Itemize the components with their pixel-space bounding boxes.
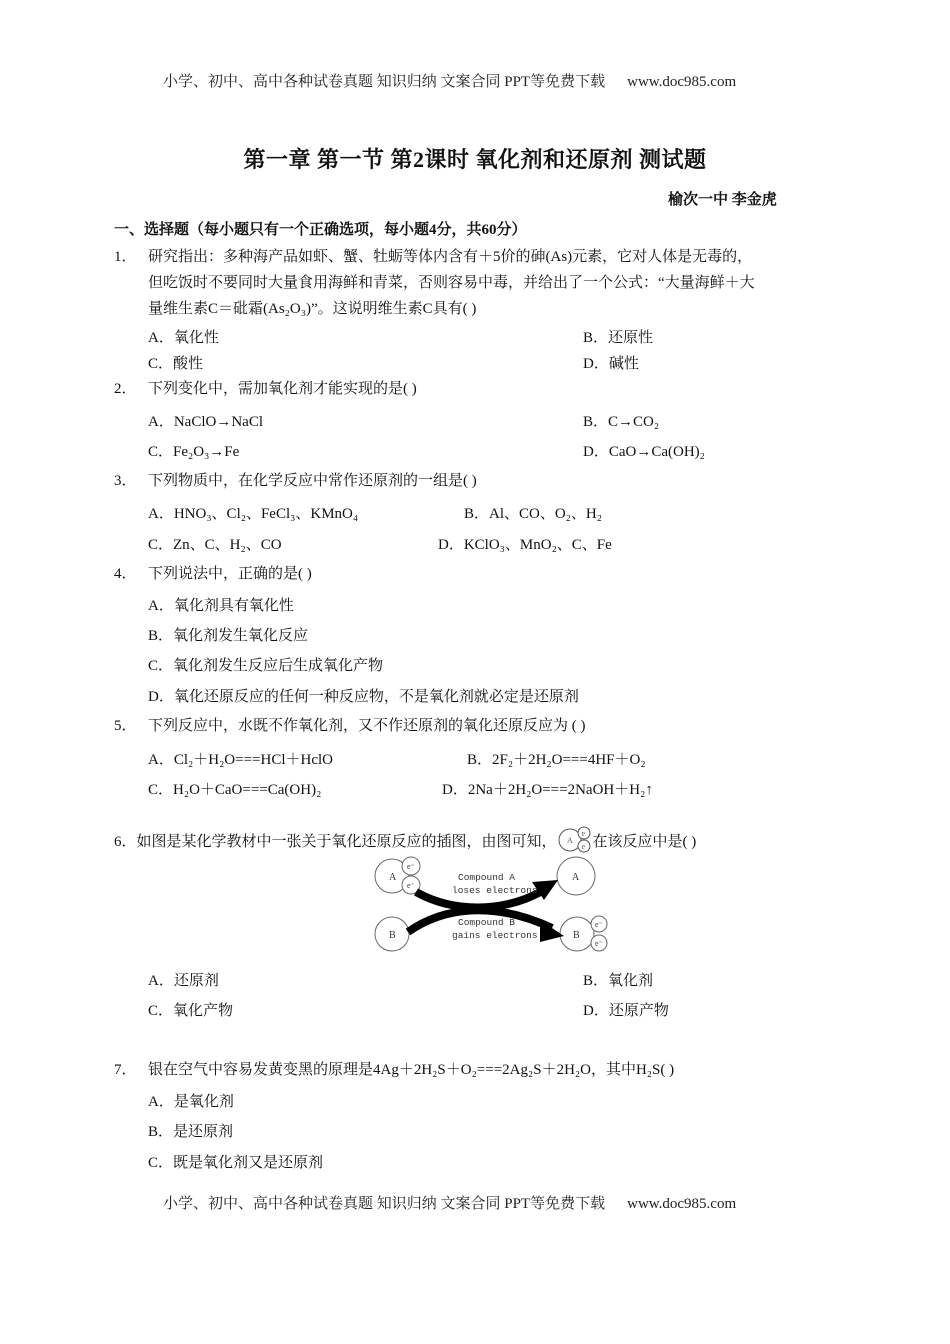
q5-option-d[interactable]: D．2Na＋2H₂O===2NaOH＋H₂↑ bbox=[442, 782, 653, 798]
question-number: 7． bbox=[114, 1062, 137, 1078]
label-loses-electrons: loses electrons bbox=[452, 885, 538, 896]
question-text: 银在空气中容易发黄变黑的原理是4Ag＋2H₂S＋O₂===2Ag₂S＋2H₂O，其中H₂S( ) bbox=[148, 1062, 675, 1078]
q3-option-d[interactable]: D．KClO₃、MnO₂、C、Fe bbox=[438, 537, 612, 553]
svg-text:e⁻: e⁻ bbox=[407, 881, 415, 890]
q5-option-b[interactable]: B．2F₂＋2H₂O===4HF＋O₂ bbox=[467, 752, 646, 768]
q6-option-b[interactable]: B．氧化剂 bbox=[583, 973, 654, 989]
q2-option-a[interactable]: A．NaClO→NaCl bbox=[148, 414, 263, 430]
atom-b-right: B bbox=[573, 930, 580, 941]
question-7 bbox=[114, 1057, 674, 1083]
q3-option-b[interactable]: B．Al、CO、O₂、H₂ bbox=[464, 506, 602, 522]
q6-option-a[interactable]: A．还原剂 bbox=[148, 973, 219, 989]
q5-option-a[interactable]: A．Cl₂＋H₂O===HCl＋HclO bbox=[148, 752, 334, 768]
q4-option-d[interactable]: D．氧化还原反应的任何一种反应物，不是氧化剂就必定是还原剂 bbox=[148, 689, 579, 705]
atom-a-left: A bbox=[389, 872, 397, 883]
question-text: 下列变化中，需加氧化剂才能实现的是( ) bbox=[148, 381, 417, 397]
question-1-line-3: 量维生素C＝砒霜(As₂O₃)”。这说明维生素C具有( ) bbox=[148, 301, 477, 317]
question-1 bbox=[114, 244, 752, 270]
atom-a-right: A bbox=[572, 872, 580, 883]
question-5 bbox=[114, 713, 586, 739]
svg-text:e⁻: e⁻ bbox=[595, 920, 603, 929]
page-header bbox=[163, 70, 736, 91]
q2-option-d[interactable]: D．CaO→Ca(OH)₂ bbox=[583, 444, 705, 460]
header-url[interactable]: www.doc985.com bbox=[627, 74, 737, 90]
question-text: 下列说法中，正确的是( ) bbox=[148, 566, 312, 582]
q3-option-a[interactable]: A．HNO₃、Cl₂、FeCl₃、KMnO₄ bbox=[148, 506, 359, 522]
q3-option-c[interactable]: C．Zn、C、H₂、CO bbox=[148, 537, 282, 553]
question-4 bbox=[114, 561, 312, 587]
question-text: 下列反应中，水既不作氧化剂，又不作还原剂的氧化还原反应为 ( ) bbox=[148, 718, 586, 734]
q6-option-c[interactable]: C．氧化产物 bbox=[148, 1003, 234, 1019]
footer-url[interactable]: www.doc985.com bbox=[627, 1196, 737, 1212]
header-text: 小学、初中、高中各种试卷真题 知识归纳 文案合同 PPT等免费下载 bbox=[163, 74, 606, 90]
question-text-after: 在该反应中是( ) bbox=[592, 834, 697, 850]
q7-option-b[interactable]: B．是还原剂 bbox=[148, 1124, 234, 1140]
q4-option-c[interactable]: C．氧化剂发生反应后生成氧化产物 bbox=[148, 658, 384, 674]
q1-option-a[interactable]: A．氧化性 bbox=[148, 330, 219, 346]
page-title: 第一章 第一节 第2课时 氧化剂和还原剂 测试题 bbox=[243, 147, 707, 172]
svg-text:e⁻: e⁻ bbox=[595, 939, 603, 948]
svg-text:e⁻: e⁻ bbox=[407, 862, 415, 871]
question-text: 下列物质中，在化学反应中常作还原剂的一组是( ) bbox=[148, 473, 477, 489]
question-number: 1． bbox=[114, 249, 137, 265]
q1-option-b[interactable]: B．还原性 bbox=[583, 330, 654, 346]
q6-option-d[interactable]: D．还原产物 bbox=[583, 1003, 669, 1019]
q1-option-d[interactable]: D．碱性 bbox=[583, 356, 639, 372]
atom-b-left: B bbox=[389, 930, 396, 941]
label-compound-b: Compound B bbox=[458, 917, 516, 928]
svg-text:A: A bbox=[566, 836, 573, 845]
author: 榆次一中 李金虎 bbox=[668, 192, 777, 208]
question-text: 研究指出：多种海产品如虾、蟹、牡蛎等体内含有＋5价的砷(As)元素，它对人体是无毒的， bbox=[148, 249, 753, 265]
question-6 bbox=[114, 824, 696, 855]
question-number: 6． bbox=[114, 834, 137, 850]
question-3 bbox=[114, 468, 477, 494]
label-gains-electrons: gains electrons bbox=[452, 930, 538, 941]
question-number: 5． bbox=[114, 718, 137, 734]
q7-option-c[interactable]: C．既是氧化剂又是还原剂 bbox=[148, 1155, 324, 1171]
page-footer bbox=[163, 1192, 736, 1213]
question-text-before: 如图是某化学教材中一张关于氧化还原反应的插图，由图可知， bbox=[136, 834, 557, 850]
q1-option-c[interactable]: C．酸性 bbox=[148, 356, 204, 372]
question-number: 4． bbox=[114, 566, 137, 582]
q2-option-b[interactable]: B．C→CO₂ bbox=[583, 414, 660, 430]
question-2 bbox=[114, 376, 417, 402]
section-heading: 一、选择题（每小题只有一个正确选项，每小题4分，共60分） bbox=[114, 222, 527, 238]
q2-option-c[interactable]: C．Fe₂O₃→Fe bbox=[148, 444, 240, 460]
label-compound-a: Compound A bbox=[458, 872, 516, 883]
svg-text:e: e bbox=[581, 829, 585, 838]
q5-option-c[interactable]: C．H₂O＋CaO===Ca(OH)₂ bbox=[148, 782, 322, 798]
svg-text:e: e bbox=[581, 842, 585, 851]
question-1-line-2: 但吃饭时不要同时大量食用海鲜和青菜，否则容易中毒，并给出了一个公式：“大量海鲜＋大 bbox=[148, 275, 755, 291]
redox-diagram bbox=[372, 852, 612, 956]
q4-option-a[interactable]: A．氧化剂具有氧化性 bbox=[148, 598, 294, 614]
question-number: 3． bbox=[114, 473, 137, 489]
question-number: 2． bbox=[114, 381, 137, 397]
atom-a-with-electrons-icon bbox=[557, 824, 593, 854]
q7-option-a[interactable]: A．是氧化剂 bbox=[148, 1094, 234, 1110]
footer-text: 小学、初中、高中各种试卷真题 知识归纳 文案合同 PPT等免费下载 bbox=[163, 1196, 606, 1212]
q4-option-b[interactable]: B．氧化剂发生氧化反应 bbox=[148, 628, 309, 644]
